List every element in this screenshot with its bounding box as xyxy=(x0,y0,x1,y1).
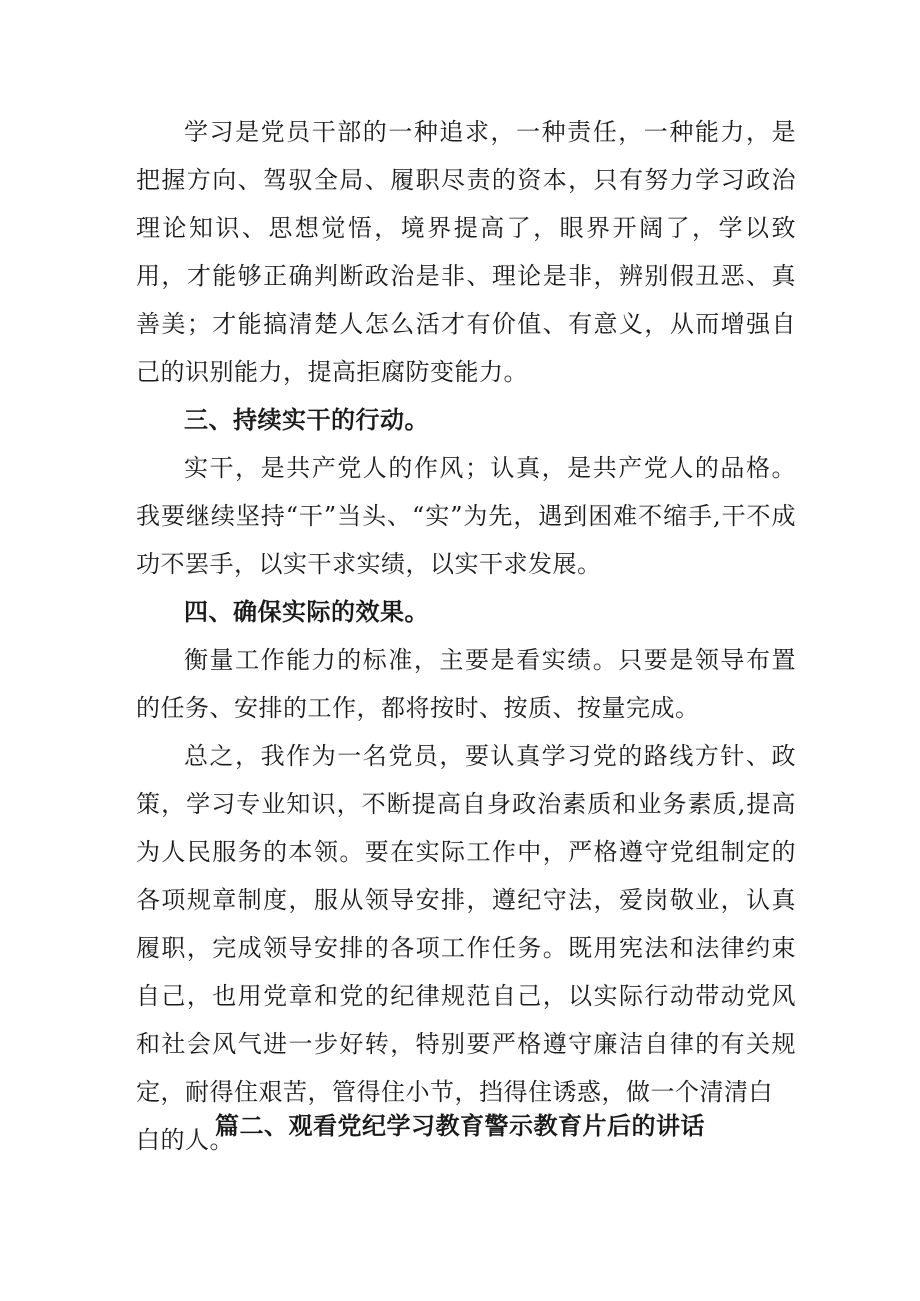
paragraph-results: 衡量工作能力的标准，主要是看实绩。只要是领导布置的任务、安排的工作，都将按时、按质、按量完成。 xyxy=(136,646,796,722)
document-body xyxy=(136,108,796,1164)
paragraph-practice: 实干，是共产党人的作风；认真，是共产党人的品格。我要继续坚持“干”当头、“实”为先，遇到困难不缩手,干不成功不罢手，以实干求实绩，以实干求发展。 xyxy=(136,454,796,578)
section-title: 篇二、观看党纪学习教育警示教育片后的讲话 xyxy=(215,1112,705,1140)
paragraph-summary-tail: 白的人。 xyxy=(136,1126,234,1154)
heading-four: 四、确保实际的效果。 xyxy=(184,598,429,626)
heading-three: 三、持续实干的行动。 xyxy=(184,406,429,434)
paragraph-summary: 总之，我作为一名党员，要认真学习党的路线方针、政策，学习专业知识，不断提高自身政治素质和业务素质,提高为人民服务的本领。要在实际工作中，严格遵守党组制定的各项规章制度，服从领导安排，遵纪守法，爱岗敬业，认真履职，完成领导安排的各项工作任务。既用宪法和法律约束自己，也用党章和党的纪律规范自己，以实际行动带动党风和社会风气进一步好转，特别要严格遵守廉洁自律的有关规定，耐得住艰苦，管得住小节，挡得住诱惑，做一个清清白 xyxy=(136,742,796,1106)
paragraph-study: 学习是党员干部的一种追求，一种责任，一种能力，是把握方向、驾驭全局、履职尽责的资本，只有努力学习政治理论知识、思想觉悟，境界提高了，眼界开阔了，学以致用，才能够正确判断政治是非、理论是非，辨别假丑恶、真善美；才能搞清楚人怎么活才有价值、有意义，从而增强自己的识别能力，提高拒腐防变能力。 xyxy=(136,118,796,386)
